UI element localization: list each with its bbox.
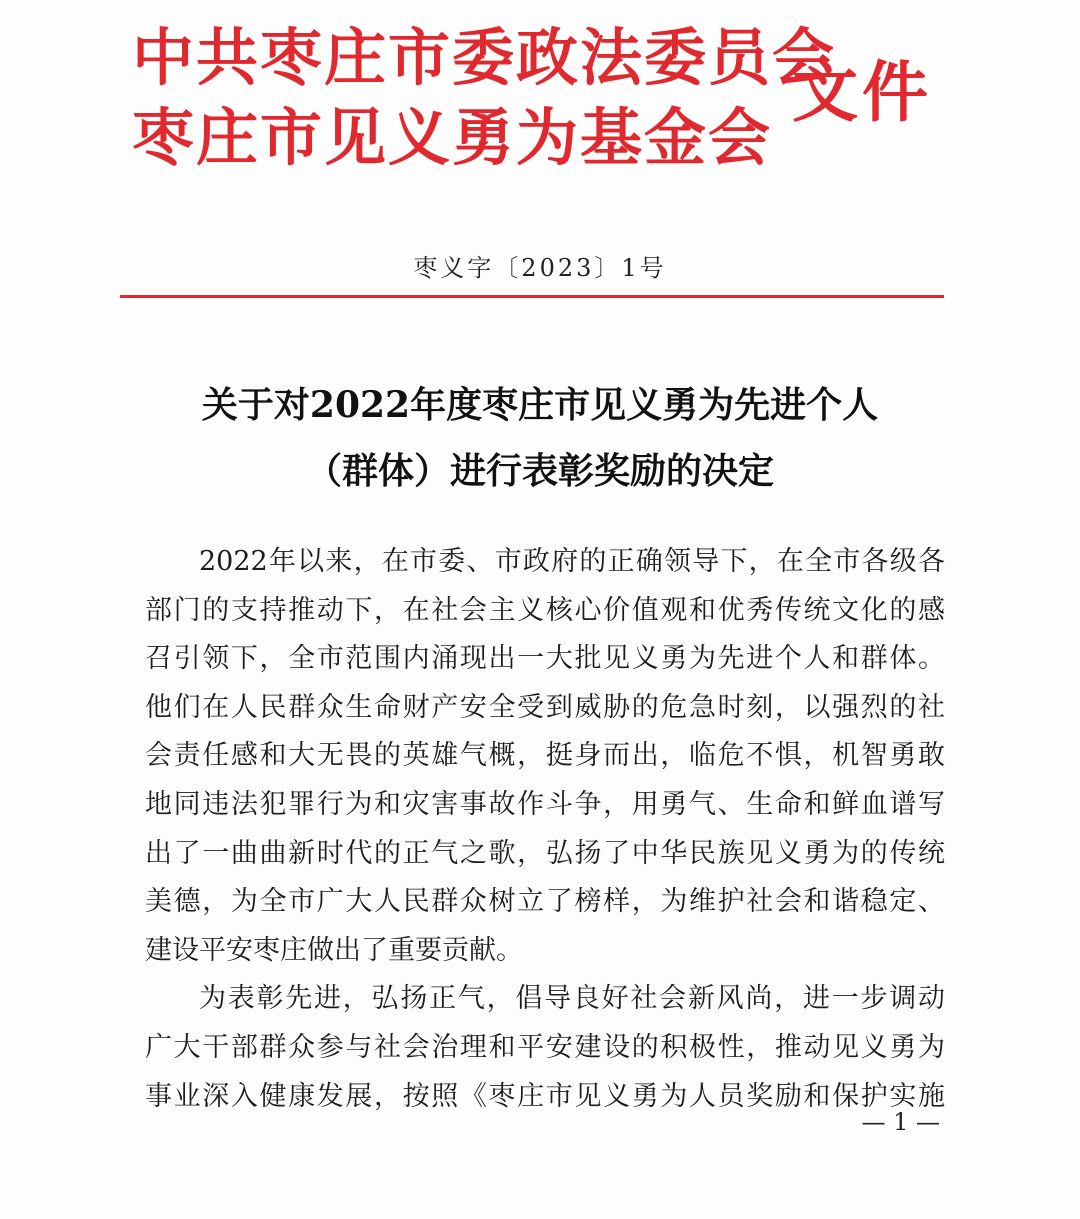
body-line: 出了一曲曲新时代的正气之歌，弘扬了中华民族见义勇为的传统: [145, 837, 945, 869]
title-line: （群体）进行表彰奖励的决定: [305, 450, 774, 492]
body-line: 2022年以来，在市委、市政府的正确领导下，在全市各级各: [199, 546, 945, 577]
body-line: 会责任感和大无畏的英雄气概，挺身而出，临危不惧，机智勇敢: [145, 740, 945, 772]
body-line: 广大干部群众参与社会治理和平安建设的积极性，推动见义勇为: [145, 1031, 945, 1063]
issuer-name: 中共枣庄市委政法委员会: [132, 21, 837, 94]
body-line: 为表彰先进，弘扬正气，倡导良好社会新风尚，进一步调动: [199, 983, 945, 1015]
document-body: [145, 538, 945, 1121]
document-title: [100, 372, 980, 504]
page-number: — 1 —: [861, 1108, 940, 1136]
body-line: 建设平安枣庄做出了重要贡献。: [145, 934, 523, 966]
body-line: 部门的支持推动下，在社会主义核心价值观和优秀传统文化的感: [145, 594, 945, 626]
body-line: 召引领下，全市范围内涌现出一大批见义勇为先进个人和群体。: [145, 643, 945, 675]
issuer-name: 枣庄市见义勇为基金会: [132, 101, 773, 174]
letterhead-divider: [120, 295, 944, 298]
document-type-label: 文件: [792, 53, 932, 131]
letterhead-issuers: [132, 18, 837, 178]
body-line: 事业深入健康发展，按照《枣庄市见义勇为人员奖励和保护实施: [145, 1080, 945, 1112]
document-number: 枣义字〔2023〕1号: [413, 254, 667, 282]
body-line: 美德，为全市广大人民群众树立了榜样，为维护社会和谐稳定、: [145, 886, 945, 918]
title-line: 关于对2022年度枣庄市见义勇为先进个人: [201, 384, 879, 426]
body-line: 地同违法犯罪行为和灾害事故作斗争，用勇气、生命和鲜血谱写: [145, 788, 945, 820]
body-line: 他们在人民群众生命财产安全受到威胁的危急时刻，以强烈的社: [145, 691, 945, 723]
